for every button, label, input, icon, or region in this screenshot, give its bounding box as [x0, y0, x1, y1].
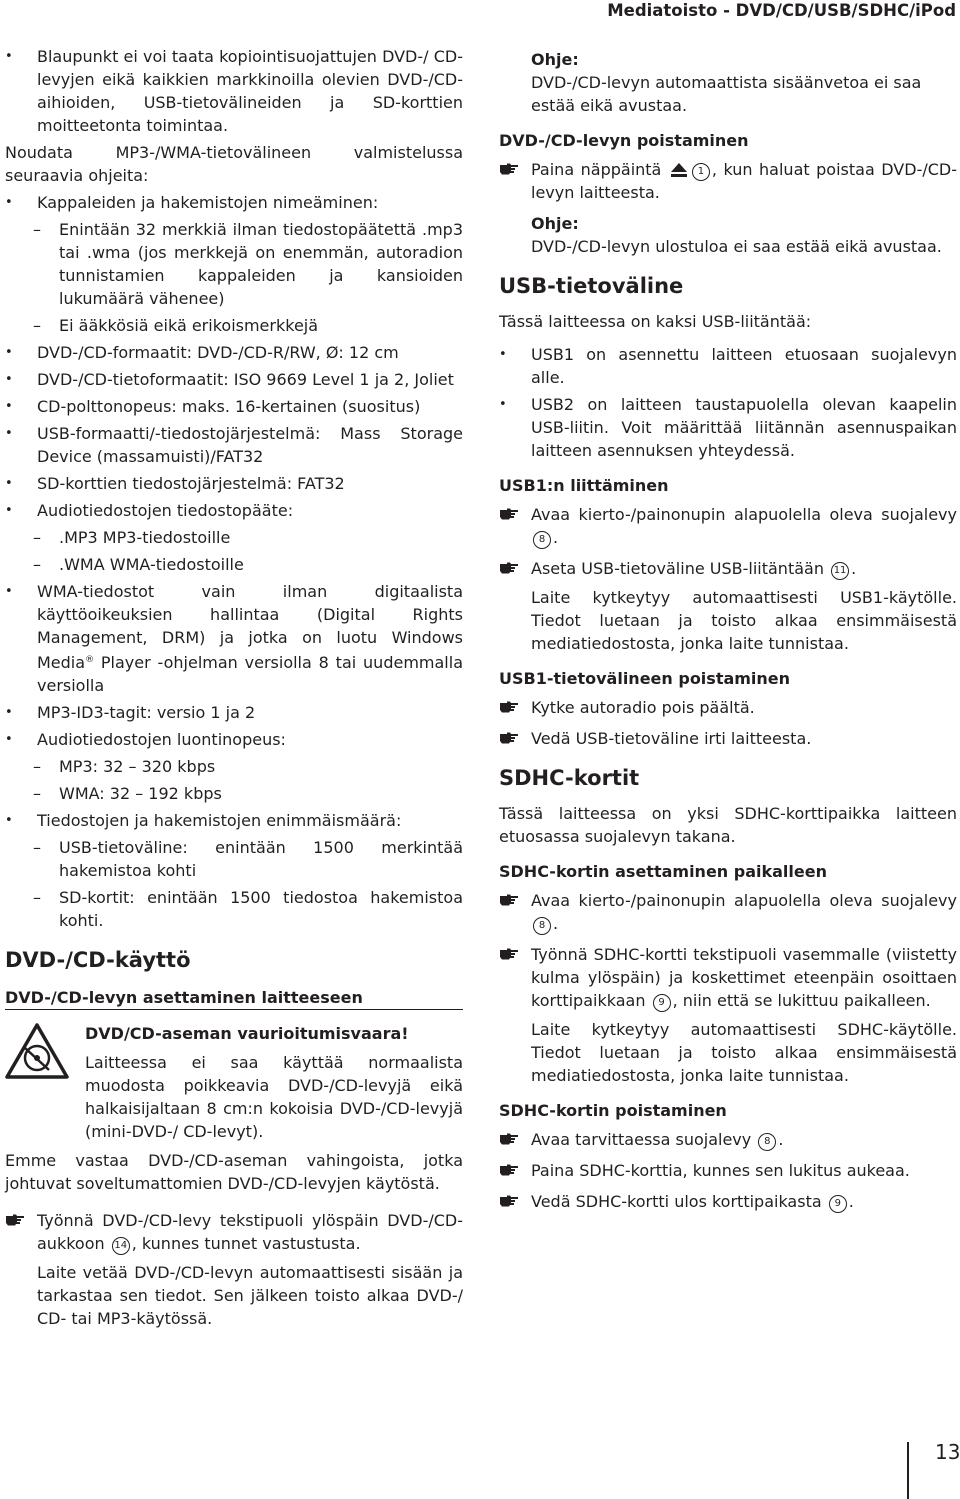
- step-text: Vedä SDHC-kortti ulos korttipaikasta: [531, 1192, 822, 1211]
- step-text-end: , kun haluat poistaa DVD-/CD-levyn laitteesta.: [531, 160, 957, 202]
- step-text: Paina näppäintä: [531, 160, 662, 179]
- extensions-label: Audiotiedostojen tiedostopääte:: [37, 501, 294, 520]
- list-item: [5, 191, 463, 337]
- left-column: [5, 45, 463, 1338]
- maxfiles-sublist: [37, 836, 463, 932]
- list-item: [5, 499, 463, 576]
- eject-steps: [499, 158, 957, 204]
- page-number-rule: [907, 1442, 909, 1499]
- registered-mark: ®: [85, 655, 95, 665]
- step-text: Työnnä DVD-/CD-levy tekstipuoli ylöspäin DVD-/CD-aukkoon: [37, 1211, 463, 1253]
- pointing-hand-icon: [499, 701, 519, 713]
- step-text: Avaa tarvittaessa suojalevy: [531, 1130, 752, 1149]
- eject-heading: DVD-/CD-levyn poistaminen: [499, 131, 749, 150]
- pointing-hand-icon: [499, 948, 519, 960]
- step-text: Kytke autoradio pois päältä.: [531, 698, 755, 717]
- step-item: [499, 1190, 957, 1213]
- step-period: .: [778, 1130, 784, 1149]
- right-column: [499, 48, 957, 1221]
- list-item: • USB2 on laitteen taustapuolella olevan kaapelin USB-liitin. Voit määrittää liitännän asennuspaikan laitteen asennuksen yhteydessä.: [499, 393, 957, 462]
- pointing-hand-icon: [499, 562, 519, 574]
- list-item: – USB-tietoväline: enintään 1500 merkintää hakemistoa kohti: [5, 836, 463, 882]
- list-item: • CD-polttonopeus: maks. 16-kertainen (suositus): [5, 395, 463, 418]
- disc-warning-icon: [5, 1022, 69, 1080]
- step-period: .: [848, 1192, 854, 1211]
- pointing-hand-icon: [499, 1195, 519, 1207]
- step-item: [499, 727, 957, 750]
- list-item: – SD-kortit: enintään 1500 tiedostoa hakemistoa kohti.: [5, 886, 463, 932]
- note-label: Ohje:: [531, 214, 579, 233]
- list-item: – WMA: 32 – 192 kbps: [5, 782, 463, 805]
- list-item: • DVD-/CD-formaatit: DVD-/CD-R/RW, Ø: 12 cm: [5, 341, 463, 364]
- step-item: [499, 503, 957, 549]
- pointing-hand-icon: [499, 894, 519, 906]
- callout-number: 9: [653, 994, 671, 1012]
- list-item: • MP3-ID3-tagit: versio 1 ja 2: [5, 701, 463, 724]
- sdhc-section-heading: SDHC-kortit: [499, 766, 640, 790]
- callout-number: 8: [533, 917, 551, 935]
- step-result: Laite kytkeytyy automaattisesti USB1-käytölle. Tiedot luetaan ja toisto alkaa ensimmäisestä mediatiedostosta, jonka laite tunnistaa.: [531, 588, 957, 653]
- step-period: .: [851, 559, 857, 578]
- step-text: Työnnä SDHC-kortti tekstipuoli vasemmalle (viistetty kulma ylöspäin) ja koskettimet eteenpäin osoittaen korttipaikkaan: [531, 945, 957, 1010]
- page-number: 13: [935, 1440, 960, 1464]
- usb-list: [499, 343, 957, 462]
- bitrate-label: Audiotiedostojen luontinopeus:: [37, 730, 286, 749]
- step-result: Laite kytkeytyy automaattisesti SDHC-käytölle. Tiedot luetaan ja toisto alkaa ensimmäisestä mediatiedostosta, jonka laite tunnistaa.: [531, 1020, 957, 1085]
- liability-text: Emme vastaa DVD-/CD-aseman vahingoista, jotka johtuvat soveltumattomien DVD-/CD-levyjen käytöstä.: [5, 1151, 463, 1193]
- warning-text: Laitteessa ei saa käyttää normaalista muodosta poikkeavia DVD-/CD-levyjä eikä halkaisijaltaan 8 cm:n kokoisia DVD-/CD-levyjä (mini-DVD-/ CD-levyt).: [85, 1053, 463, 1141]
- list-item: • SD-korttien tiedostojärjestelmä: FAT32: [5, 472, 463, 495]
- list-item: [5, 809, 463, 932]
- insert-heading: DVD-/CD-levyn asettaminen laitteeseen: [5, 986, 463, 1010]
- usb-intro: Tässä laitteessa on kaksi USB-liitäntää:: [499, 312, 812, 331]
- insert-steps: [5, 1209, 463, 1330]
- pointing-hand-icon: [499, 732, 519, 744]
- step-text: Avaa kierto-/painonupin alapuolella oleva suojalevy: [531, 505, 957, 524]
- note-label: Ohje:: [531, 50, 579, 69]
- step-item: [499, 1159, 957, 1182]
- pointing-hand-icon: [5, 1214, 25, 1226]
- usb1-remove-steps: [499, 696, 957, 750]
- warning-title: DVD/CD-aseman vaurioitumisvaara!: [85, 1024, 409, 1043]
- list-item: [5, 580, 463, 697]
- header-title: Mediatoisto - DVD/CD/USB/SDHC/iPod: [607, 1, 956, 20]
- sdhc-insert-heading: SDHC-kortin asettaminen paikalleen: [499, 862, 827, 881]
- wma-text: WMA-tiedostot vain ilman digitaalista käyttöoikeuksien hallintaa (Digital Rights Management, DRM) ja jotka on luotu Windows Media: [37, 582, 463, 672]
- list-item: • DVD-/CD-tietoformaatit: ISO 9669 Level 1 ja 2, Joliet: [5, 368, 463, 391]
- bitrate-sublist: [37, 755, 463, 805]
- step-text-end: , niin että se lukittuu paikalleen.: [672, 991, 931, 1010]
- naming-label: Kappaleiden ja hakemistojen nimeäminen:: [37, 193, 379, 212]
- step-text: Paina SDHC-korttia, kunnes sen lukitus aukeaa.: [531, 1161, 910, 1180]
- step-result: Laite vetää DVD-/CD-levyn automaattisesti sisään ja tarkastaa sen tiedot. Sen jälkeen toisto alkaa DVD-/ CD- tai MP3-käytössä.: [37, 1263, 463, 1328]
- usb-section-heading: USB-tietoväline: [499, 274, 684, 298]
- pointing-hand-icon: [499, 508, 519, 520]
- list-item: – Enintään 32 merkkiä ilman tiedostopäätettä .mp3 tai .wma (jos merkkejä on enemmän, autoradion tunnistamien kappaleiden ja kansioiden lukumäärä vähenee): [5, 218, 463, 310]
- step-period: .: [553, 914, 559, 933]
- list-item: – .WMA WMA-tiedostoille: [5, 553, 463, 576]
- maxfiles-label: Tiedostojen ja hakemistojen enimmäismäärä:: [37, 811, 402, 830]
- sdhc-remove-steps: [499, 1128, 957, 1213]
- requirements-list: [5, 191, 463, 932]
- prep-text: Noudata MP3-/WMA-tietovälineen valmistelussa seuraavia ohjeita:: [5, 143, 463, 185]
- note-text: DVD-/CD-levyn ulostuloa ei saa estää eikä avustaa.: [531, 237, 942, 256]
- step-item: [499, 889, 957, 935]
- callout-number: 8: [533, 531, 551, 549]
- wma-text-end: Player -ohjelman versiolla 8 tai uudemmalla versiolla: [37, 653, 463, 695]
- step-text-end: , kunnes tunnet vastustusta.: [131, 1234, 361, 1253]
- callout-number: 8: [758, 1133, 776, 1151]
- note-text: DVD-/CD-levyn automaattista sisäänvetoa ei saa estää eikä avustaa.: [531, 73, 922, 115]
- step-text: Avaa kierto-/painonupin alapuolella oleva suojalevy: [531, 891, 957, 910]
- dvd-section-heading: DVD-/CD-käyttö: [5, 948, 191, 972]
- pointing-hand-icon: [499, 163, 519, 175]
- callout-number: 9: [829, 1195, 847, 1213]
- callout-number: 1: [692, 163, 710, 181]
- step-item: [499, 158, 957, 204]
- list-item: [5, 728, 463, 805]
- intro-list: [5, 45, 463, 137]
- warning-box: [5, 1022, 463, 1143]
- list-item: • Blaupunkt ei voi taata kopiointisuojattujen DVD-/ CD-levyjen eikä kaikkien markkinoilla olevien DVD-/CD-aihioiden, USB-tietovälineiden ja SD-korttien moitteetonta toimintaa.: [5, 45, 463, 137]
- callout-number: 14: [112, 1237, 130, 1255]
- list-item: – Ei ääkkösiä eikä erikoismerkkejä: [5, 314, 463, 337]
- list-item: • USB1 on asennettu laitteen etuosaan suojalevyn alle.: [499, 343, 957, 389]
- step-item: [5, 1209, 463, 1330]
- list-item: • USB-formaatti/-tiedostojärjestelmä: Mass Storage Device (massamuisti)/FAT32: [5, 422, 463, 468]
- usb1-steps: [499, 503, 957, 655]
- sdhc-remove-heading: SDHC-kortin poistaminen: [499, 1101, 727, 1120]
- step-text: Vedä USB-tietoväline irti laitteesta.: [531, 729, 812, 748]
- sdhc-insert-steps: [499, 889, 957, 1087]
- sdhc-intro: Tässä laitteessa on yksi SDHC-korttipaikka laitteen etuosassa suojalevyn takana.: [499, 804, 957, 846]
- step-period: .: [553, 528, 559, 547]
- usb1-remove-heading: USB1-tietovälineen poistaminen: [499, 669, 791, 688]
- usb1-connect-heading: USB1:n liittäminen: [499, 476, 669, 495]
- pointing-hand-icon: [499, 1164, 519, 1176]
- step-item: [499, 943, 957, 1087]
- list-item: – .MP3 MP3-tiedostoille: [5, 526, 463, 549]
- naming-sublist: [37, 218, 463, 337]
- step-item: [499, 1128, 957, 1151]
- list-item: – MP3: 32 – 320 kbps: [5, 755, 463, 778]
- eject-icon: [670, 162, 688, 178]
- extensions-sublist: [37, 526, 463, 576]
- step-item: [499, 557, 957, 655]
- step-item: [499, 696, 957, 719]
- pointing-hand-icon: [499, 1133, 519, 1145]
- callout-number: 11: [831, 562, 849, 580]
- step-text: Aseta USB-tietoväline USB-liitäntään: [531, 559, 824, 578]
